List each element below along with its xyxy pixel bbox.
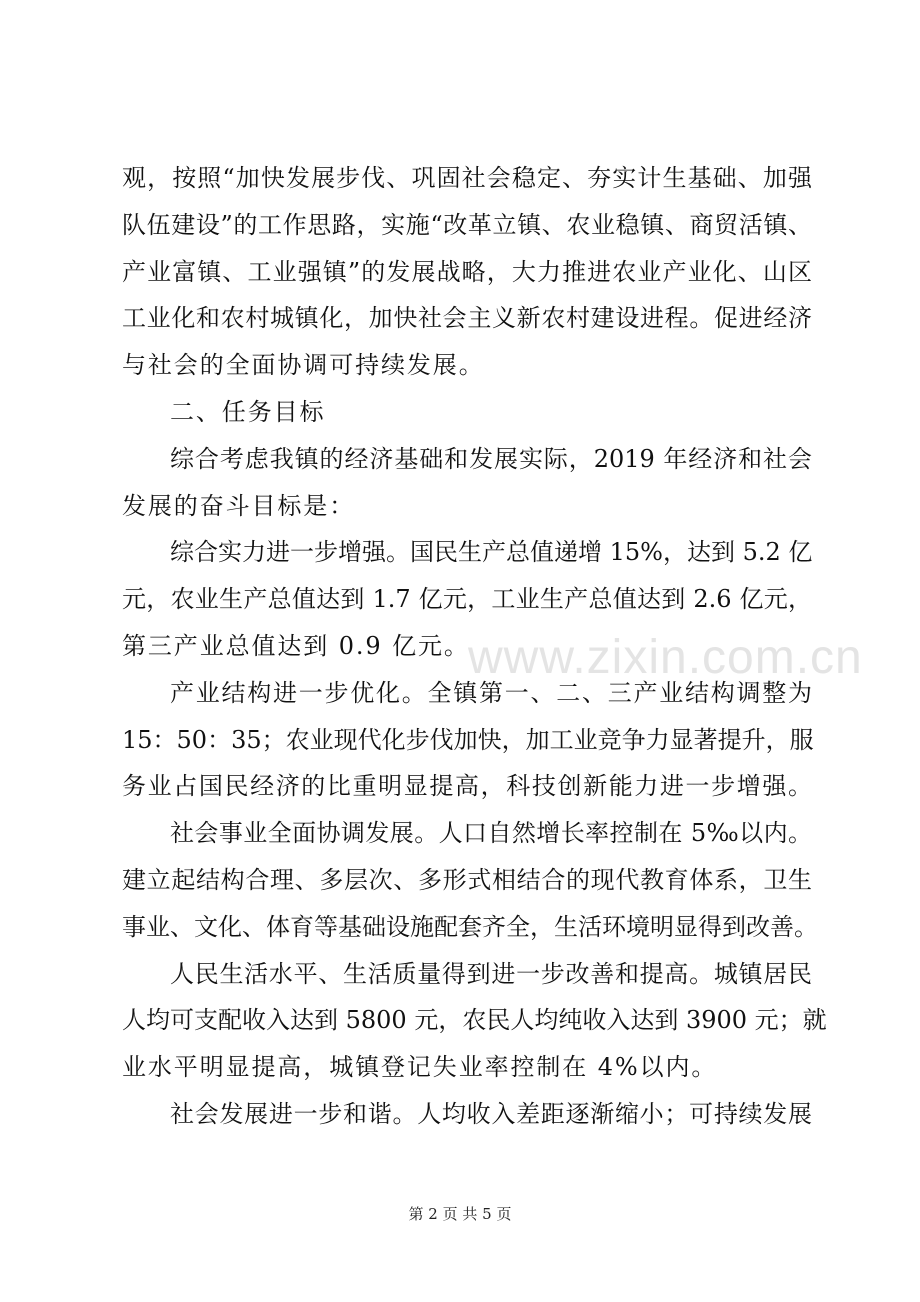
paragraph-line: 人均可支配收入达到 5800 元，农民人均纯收入达到 3900 元；就: [122, 1006, 827, 1035]
paragraph-line: 工业化和农村城镇化，加快社会主义新农村建设进程。促进经济: [122, 304, 812, 333]
page-footer: 第 2 页 共 5 页: [408, 1205, 512, 1223]
paragraph-line: 务业占国民经济的比重明显提高，科技创新能力进一步增强。: [122, 772, 812, 801]
watermark: www.zixin.com.cn: [468, 631, 863, 684]
paragraph-line: 15：50：35；农业现代化步伐加快，加工业竞争力显著提升，服: [122, 725, 814, 754]
paragraph-line: 人民生活水平、生活质量得到进一步改善和提高。城镇居民: [170, 959, 812, 988]
section-heading: 二、任务目标: [170, 397, 326, 426]
paragraph-line: 与社会的全面协调可持续发展。: [122, 351, 485, 380]
paragraph-line: 社会发展进一步和谐。人均收入差距逐渐缩小；可持续发展: [170, 1099, 812, 1128]
paragraph-line: 元，农业生产总值达到 1.7 亿元，工业生产总值达到 2.6 亿元，: [122, 585, 812, 614]
paragraph-line: 综合实力进一步增强。国民生产总值递增 15%，达到 5.2 亿: [170, 538, 813, 567]
paragraph-line: 产业富镇、工业强镇”的发展战略，大力推进农业产业化、山区: [122, 257, 812, 286]
paragraph-line: 事业、文化、体育等基础设施配套齐全，生活环境明显得到改善。: [122, 912, 818, 941]
paragraph-line: 产业结构进一步优化。全镇第一、二、三产业结构调整为: [170, 678, 812, 707]
paragraph-line: 社会事业全面协调发展。人口自然增长率控制在 5‰以内。: [170, 819, 812, 848]
paragraph-line: 综合考虑我镇的经济基础和发展实际，2019 年经济和社会: [170, 444, 812, 473]
paragraph-line: 第三产业总值达到 0.9 亿元。: [122, 631, 470, 660]
paragraph-line: 发展的奋斗目标是：: [122, 491, 356, 520]
paragraph-line: 观，按照“加快发展步伐、巩固社会稳定、夯实计生基础、加强: [122, 164, 812, 192]
paragraph-line: 业水平明显提高，城镇登记失业率控制在 4%以内。: [122, 1053, 718, 1082]
paragraph-line: 建立起结构合理、多层次、多形式相结合的现代教育体系，卫生: [122, 865, 812, 894]
paragraph-line: 队伍建设”的工作思路，实施“改革立镇、农业稳镇、商贸活镇、: [122, 210, 812, 239]
